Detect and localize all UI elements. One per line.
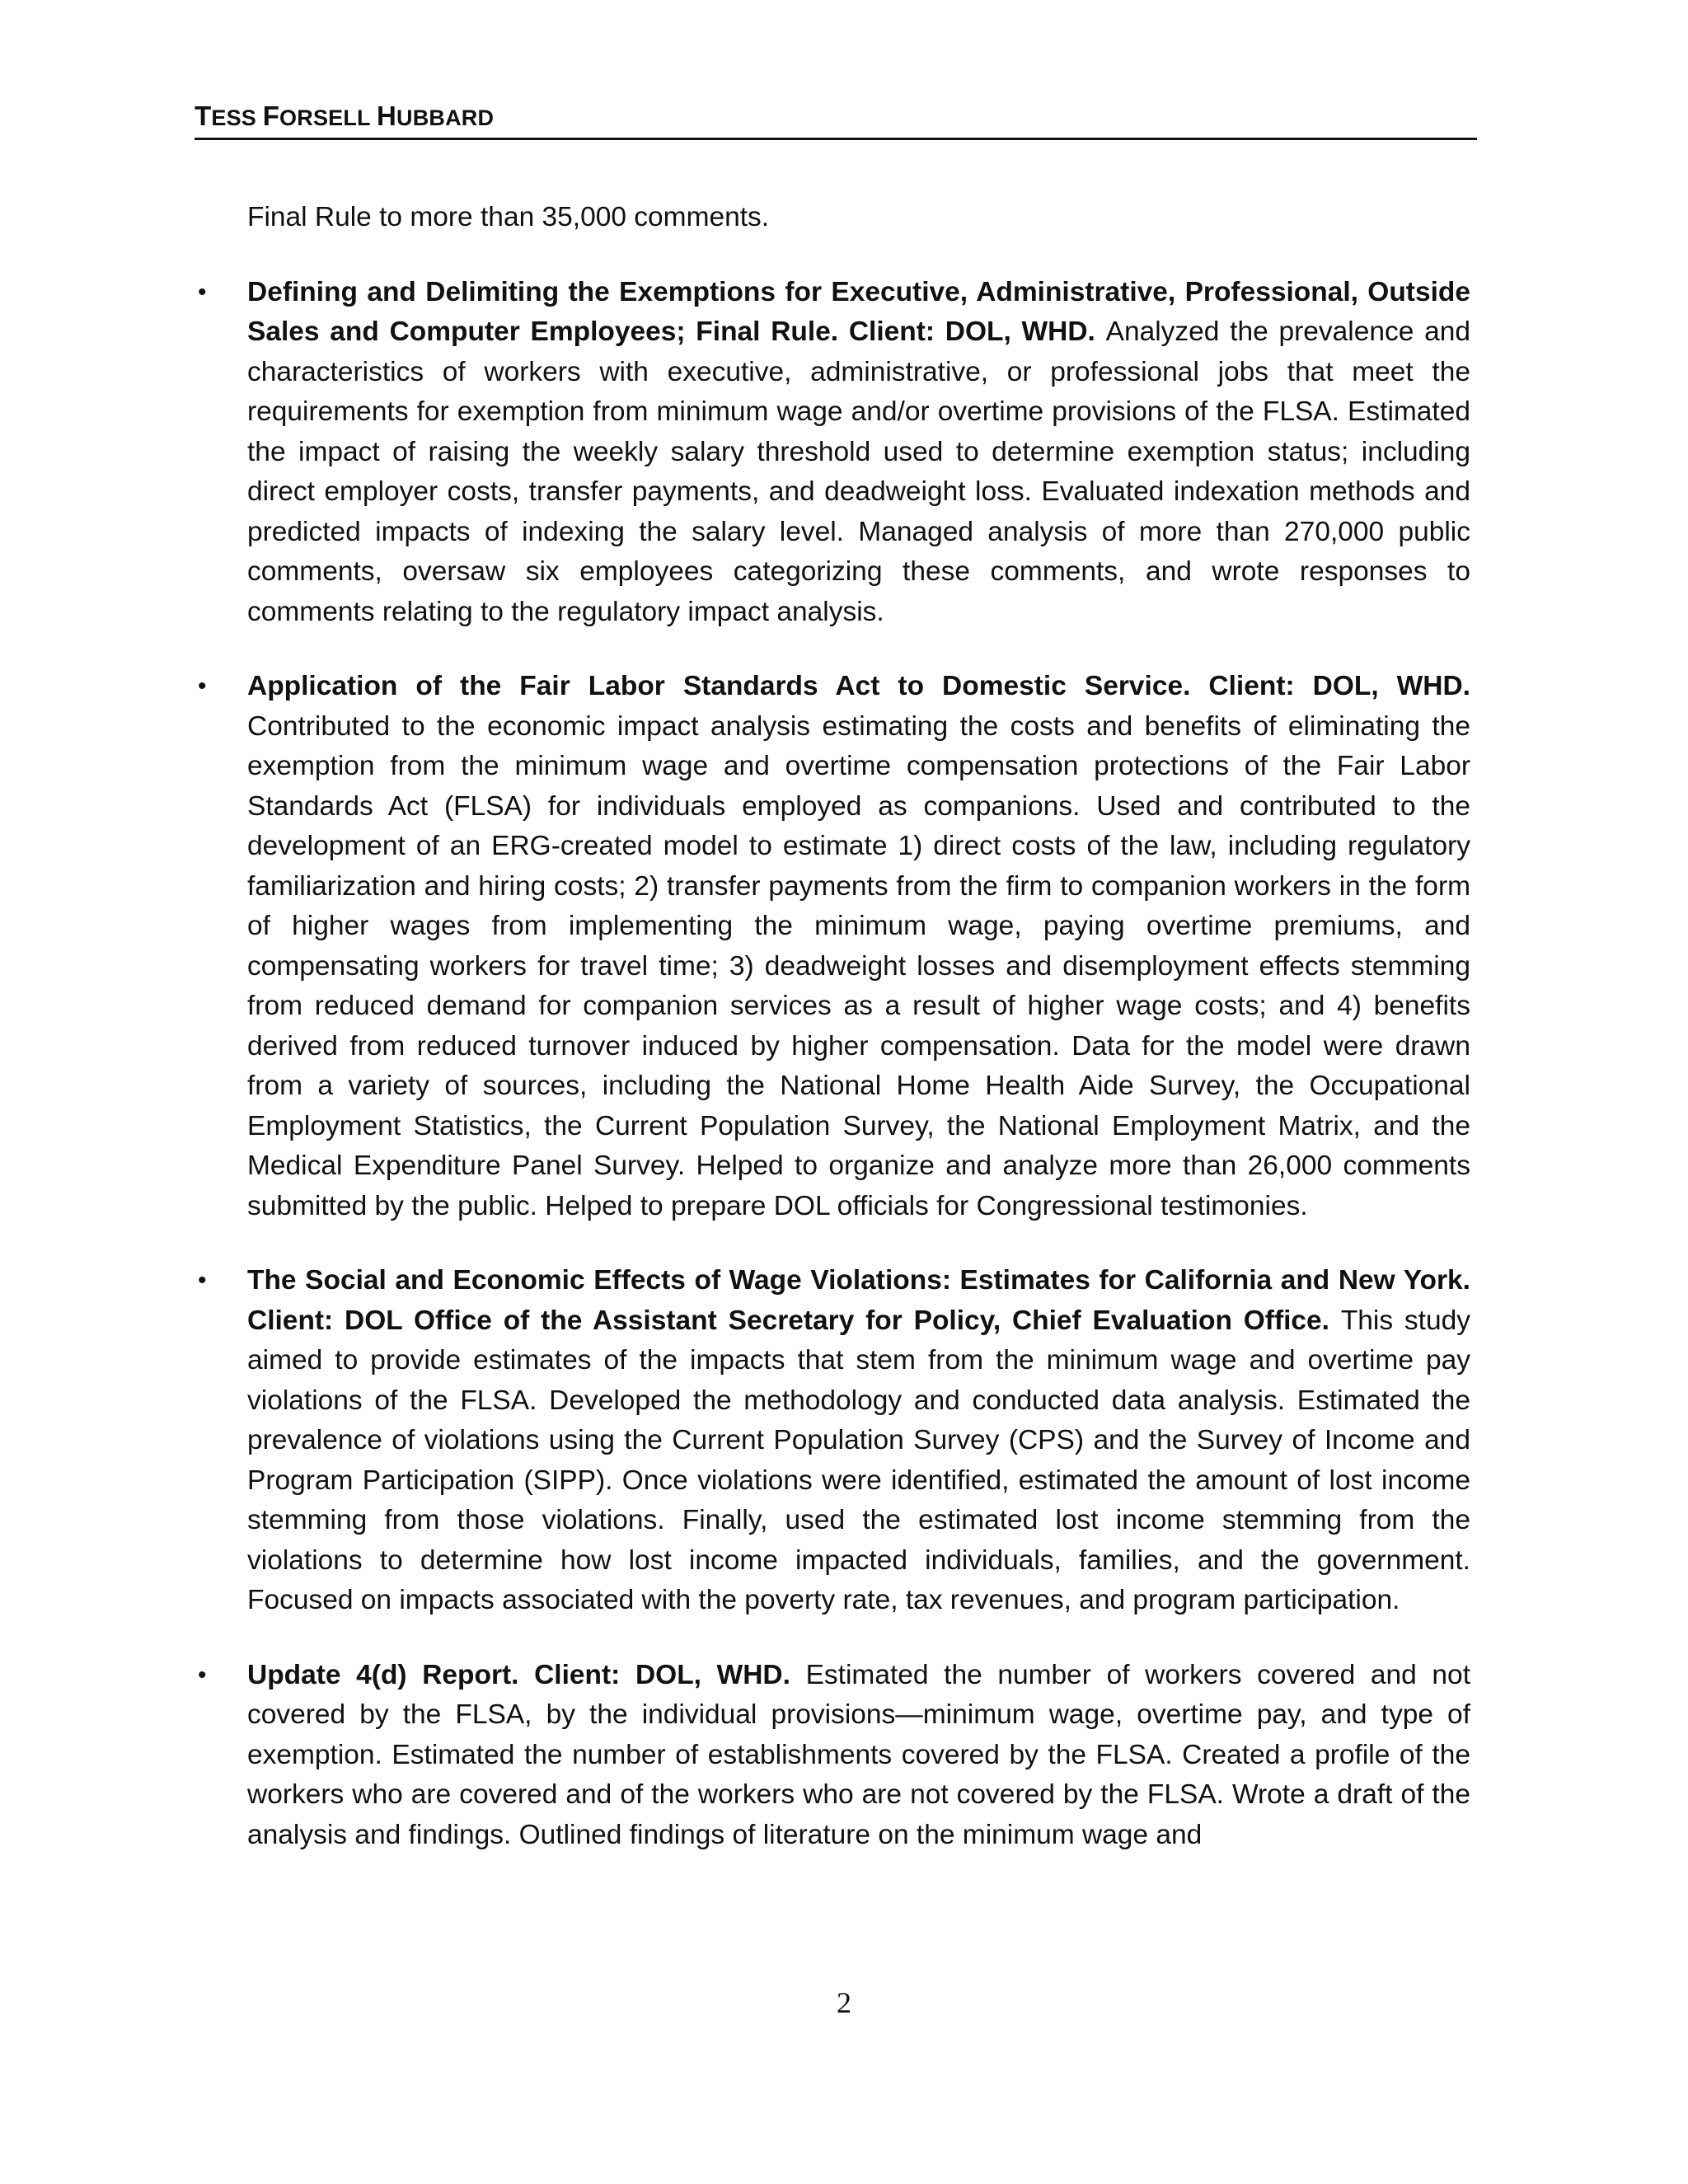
author-name-rest-3: UBBARD [396,105,495,130]
author-name-rest-2: ORSELL [279,105,377,130]
author-name [195,100,494,134]
bullet-icon: • [198,278,207,306]
project-description: This study aimed to provide estimates of the impacts that stem from the minimum wage and overtime pay violations of the FLSA. Developed the methodology and conducted data analysis. Estimated the prevalence of violations using the Current Population Survey (CPS) and the Survey of Income and Program Participation (SIPP). Once violations were identified, estimated the amount of lost income stemming from those violations. Finally, used the estimated lost income stemming from the violations to determine how lost income impacted individuals, families, and the government. Focused on impacts associated with the poverty rate, tax revenues, and program participation. [247,1305,1470,1615]
project-title: Update 4(d) Report. Client: DOL, WHD. [247,1659,806,1690]
project-title: The Social and Economic Effects of Wage Violations: Estimates for California and New York. Client: DOL Office of the Assistant Secretary for Policy, Chief Evaluation Office. [247,1265,1470,1336]
continued-text: Final Rule to more than 35,000 comments. [247,202,770,232]
project-title: Application of the Fair Labor Standards Act to Domestic Service. Client: DOL, WHD. [247,671,1470,701]
bullet-icon: • [198,1267,207,1294]
list-item [198,1656,1470,1856]
project-description: Analyzed the prevalence and characteristics of workers with executive, administrative, or professional jobs that meet the requirements for exemption from minimum wage and/or overtime provisions of the FLSA. Estimated the impact of raising the weekly salary threshold used to determine exemption status; including direct employer costs, transfer payments, and deadweight loss. Evaluated indexation methods and predicted impacts of indexing the salary level. Managed analysis of more than 270,000 public comments, oversaw six employees categorizing these comments, and wrote responses to comments relating to the regulatory impact analysis. [247,316,1470,627]
author-name-initial-1: T [195,101,212,131]
list-item [198,667,1470,1226]
page-number: 2 [837,1986,851,2019]
running-header [195,100,1477,140]
author-name-initial-2: F [262,101,280,131]
project-title: Defining and Delimiting the Exemptions for Executive, Administrative, Professional, Outside Sales and Computer Employees; Final Rule. Client: DOL, WHD. [247,276,1470,347]
bullet-icon: • [198,1661,207,1689]
project-description: Contributed to the economic impact analysis estimating the costs and benefits of eliminating the exemption from the minimum wage and overtime compensation protections of the Fair Labor Standards Act (FLSA) for individuals employed as companions. Used and contributed to the development of an ERG-created model to estimate 1) direct costs of the law, including regulatory familiarization and hiring costs; 2) transfer payments from the firm to companion workers in the form of higher wages from implementing the minimum wage, paying overtime premiums, and compensating workers for travel time; 3) deadweight losses and disemployment effects stemming from reduced demand for companion services as a result of higher wage costs; and 4) benefits derived from reduced turnover induced by higher compensation. Data for the model were drawn from a variety of sources, including the National Home Health Aide Survey, the Occupational Employment Statistics, the Current Population Survey, the National Employment Matrix, and the Medical Expenditure Panel Survey. Helped to organize and analyze more than 26,000 comments submitted by the public. Helped to prepare DOL officials for Congressional testimonies. [247,710,1470,1221]
author-name-initial-3: H [376,101,397,131]
page-content [198,198,1470,1890]
bullet-icon: • [198,673,207,700]
list-item [198,1261,1470,1621]
author-name-rest-1: ESS [211,105,263,130]
project-description: Estimated the number of workers covered and not covered by the FLSA, by the individual provisions—minimum wage, overtime pay, and type of exemption. Estimated the number of establishments covered by the FLSA. Created a profile of the workers who are covered and of the workers who are not covered by the FLSA. Wrote a draft of the analysis and findings. Outlined findings of literature on the minimum wage and [247,1659,1470,1850]
list-item [198,273,1470,633]
